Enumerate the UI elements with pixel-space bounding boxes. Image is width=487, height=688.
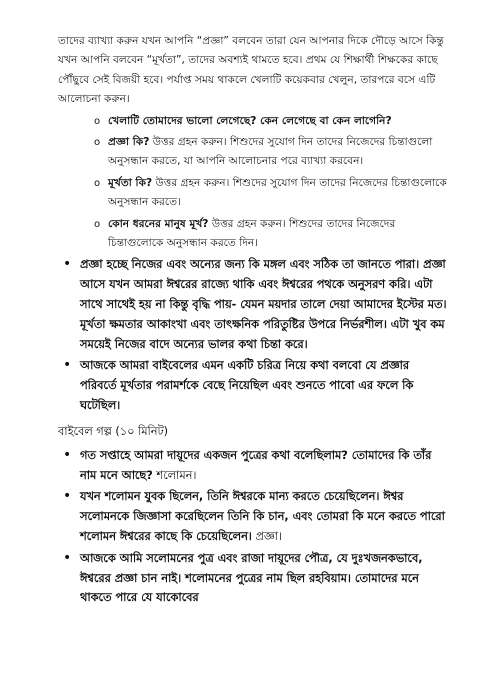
bullet-icon: • — [63, 446, 72, 463]
question-text: গত সপ্তাহে আমরা দায়ূদের একজন পুত্রের কথা বলেছিলাম? তোমাদের কি তাঁর নাম মনে আছে? — [80, 448, 432, 482]
bullet-icon: • — [63, 357, 72, 374]
question-text: আজকে আমি সলোমনের পুত্র এবং রাজা দায়ূদের পৌত্র, যে দুঃখজনকভাবে, ঈশ্বরের প্রজ্ঞা চান নাই। শলোমনের পুত্রের নাম ছিল রহবিয়াম। তোমাদের মনে থাকতে পারে যে যাকোবের — [80, 551, 423, 605]
discussion-sublist — [58, 112, 447, 254]
answer-text: উত্তর গ্রহন করুন। শিশুদের সুযোগ দিন তাদের নিজেদের চিন্তাগুলোকে অনুসন্ধান করতে। — [108, 176, 447, 209]
list-item — [94, 174, 447, 213]
answer-text: উত্তর গ্রহন করুন। শিশুদের তাদের নিজেদের চিন্তাগুলোকে অনুসন্ধান করতে দিন। — [108, 217, 396, 250]
bullet-icon: • — [63, 256, 72, 273]
list-item — [63, 549, 447, 608]
section-heading: বাইবেল গল্প (১০ মিনিট) — [58, 424, 169, 438]
list-item — [94, 215, 447, 254]
intro-paragraph: তাদের ব্যাখ্যা করুন যখন আপনি “প্রজ্ঞা” বলবেন তারা যেন আপনার দিকে দৌড়ে আসে কিন্তু যখন আপনি বলবেন “মূর্খতা”, তাদের অবশ্যই থামতে হবে। প্রথম যে শিক্ষার্থী শিক্ষকের কাছে পৌঁছুবে সেই বিজয়ী হবে। পর্যাপ্ত সময় থাকলে খেলাটি কয়েকবার খেলুন, তারপরে বসে এটি আলোচনা করুন। — [58, 35, 444, 106]
item-text: প্রজ্ঞা হচ্ছে নিজের এবং অন্যের জন্য কি মঙ্গল এবং সঠিক তা জানতে পারা। প্রজ্ঞা আসে যখন আমরা ঈশ্বরের রাজ্যে থাকি এবং ঈশ্বরের পথকে অনুসরণ করি। এটা সাথে সাথেই হয় না কিন্তু বৃদ্ধি পায়- যেমন ময়দার তালে দেয়া আমাদের ইস্টের মত। মূর্খতা ক্ষমতার আকাংখা এবং তাৎক্ষনিক পরিতুষ্টির উপরে নির্ভরশীল। এটা খুব কম সময়েই নিজের বাদে অন্যের ভালর কথা চিন্তা করে। — [80, 258, 447, 351]
item-text: আজকে আমরা বাইবেলের এমন একটি চরিত্র নিয়ে কথা বলবো যে প্রজ্ঞার পরিবর্তে মূর্খতার পরামর্শকে বেছে নিয়েছিল এবং শুনতে পাবো এর ফলে কি ঘটেছিল। — [80, 359, 414, 413]
answer-text: শলোমন। — [152, 468, 197, 482]
question-text: যখন শলোমন যুবক ছিলেন, তিনি ঈশ্বরকে মান্য করতে চেয়েছিলেন। ঈশ্বর সলোমনকে জিজ্ঞাসা করেছিলেন তিনি কি চান, এবং তোমরা কি মনে করতে পারো শলোমন ঈশ্বরের কাছে কি চেয়েছিলেন। — [80, 490, 445, 544]
question-text: মূর্খতা কি? — [108, 176, 153, 189]
list-item — [63, 255, 447, 354]
hollow-bullet-icon: o — [94, 177, 101, 189]
answer-text: উত্তর গ্রহন করুন। শিশুদের সুযোগ দিন তাদের নিজেদের চিন্তাগুলো অনুসন্ধান করতে, যা আপনি আলোচনার পরে ব্যাখ্যা করবেন। — [108, 136, 433, 168]
hollow-bullet-icon: o — [94, 115, 101, 127]
question-text: প্রজ্ঞা কি? — [108, 136, 150, 149]
question-text: খেলাটি তোমাদের ভালো লেগেছে? কেন লেগেছে বা কেন লাগেনি? — [108, 114, 392, 127]
list-item — [63, 356, 447, 415]
story-list — [58, 446, 447, 608]
list-item — [63, 446, 447, 486]
question-text: কোন ধরনের মানুষ মূর্খ? — [108, 217, 209, 230]
answer-text: প্রজ্ঞা। — [251, 530, 283, 544]
bullet-icon: • — [63, 549, 72, 566]
list-item — [94, 133, 447, 172]
list-item — [94, 112, 447, 131]
hollow-bullet-icon: o — [94, 218, 101, 230]
list-item — [63, 487, 447, 546]
bullet-icon: • — [63, 488, 72, 505]
wisdom-list — [58, 255, 447, 415]
hollow-bullet-icon: o — [94, 137, 101, 149]
